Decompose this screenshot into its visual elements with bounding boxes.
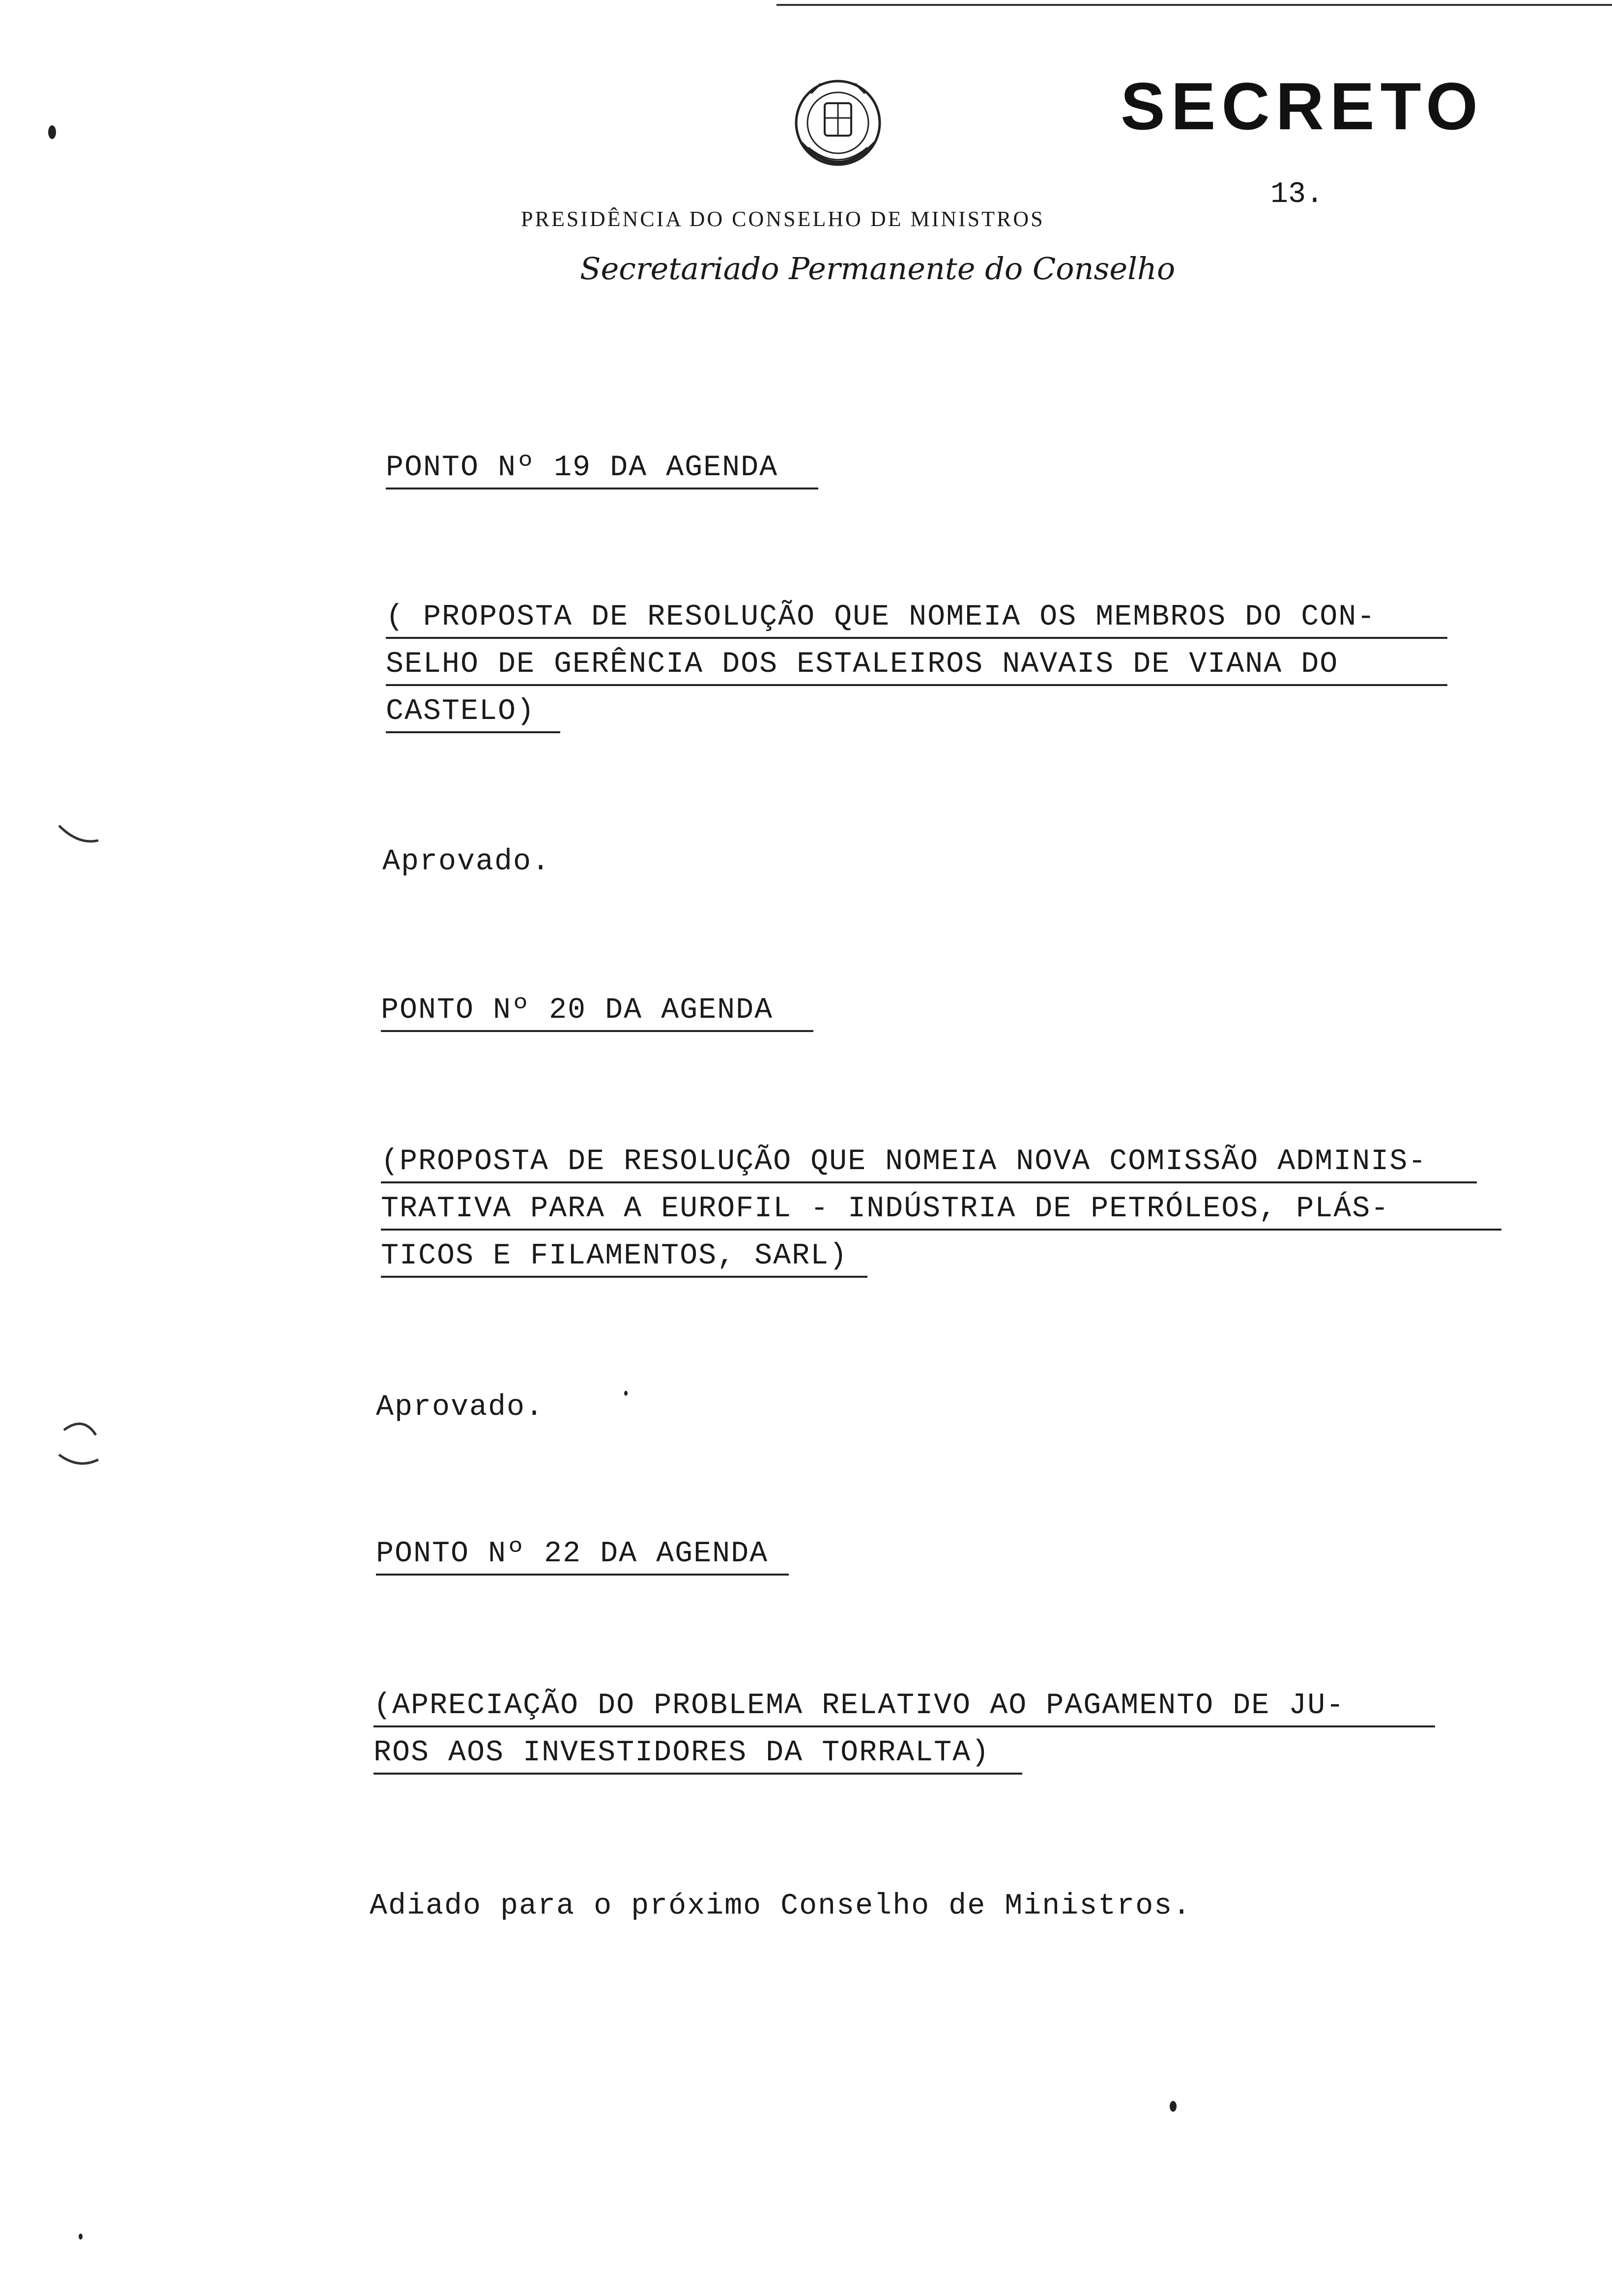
page-number: 13. bbox=[1270, 178, 1324, 211]
agenda-item-20-heading: PONTO Nº 20 DA AGENDA bbox=[381, 994, 813, 1032]
description-line: ( PROPOSTA DE RESOLUÇÃO QUE NOMEIA OS MEMBROS DO CON- bbox=[386, 601, 1447, 639]
agenda-item-19-heading: PONTO Nº 19 DA AGENDA bbox=[386, 451, 818, 489]
agenda-item-20-decision: Aprovado. bbox=[376, 1391, 545, 1424]
department-name: Secretariado Permanente do Conselho bbox=[580, 251, 1176, 287]
agenda-item-22-decision: Adiado para o próximo Conselho de Ministros. bbox=[370, 1890, 1192, 1923]
punch-hole-mark bbox=[54, 1415, 103, 1477]
institution-name: PRESIDÊNCIA DO CONSELHO DE MINISTROS bbox=[521, 207, 1045, 231]
scan-speck bbox=[1170, 2101, 1177, 2112]
description-line: CASTELO) bbox=[386, 695, 560, 733]
classification-stamp: SECRETO bbox=[1121, 69, 1484, 144]
agenda-item-22-heading: PONTO Nº 22 DA AGENDA bbox=[376, 1537, 789, 1576]
scan-speck bbox=[624, 1391, 628, 1396]
description-line: (PROPOSTA DE RESOLUÇÃO QUE NOMEIA NOVA COMISSÃO ADMINIS- bbox=[381, 1145, 1477, 1183]
description-line: TICOS E FILAMENTOS, SARL) bbox=[381, 1239, 867, 1278]
description-line: (APRECIAÇÃO DO PROBLEMA RELATIVO AO PAGAMENTO DE JU- bbox=[374, 1689, 1435, 1727]
description-line: TRATIVA PARA A EUROFIL - INDÚSTRIA DE PETRÓLEOS, PLÁS- bbox=[381, 1192, 1501, 1231]
description-line: SELHO DE GERÊNCIA DOS ESTALEIROS NAVAIS DE VIANA DO bbox=[386, 648, 1447, 686]
punch-hole-mark bbox=[54, 796, 103, 858]
agenda-item-22-description bbox=[374, 1689, 1435, 1775]
agenda-item-19-decision: Aprovado. bbox=[382, 845, 551, 879]
scan-edge-line bbox=[777, 4, 1612, 6]
scan-speck bbox=[48, 125, 56, 139]
agenda-item-19-description bbox=[386, 601, 1447, 733]
coat-of-arms-seal bbox=[781, 69, 894, 182]
scan-speck bbox=[79, 2234, 83, 2239]
agenda-item-20-description bbox=[381, 1145, 1501, 1278]
description-line: ROS AOS INVESTIDORES DA TORRALTA) bbox=[374, 1736, 1022, 1775]
